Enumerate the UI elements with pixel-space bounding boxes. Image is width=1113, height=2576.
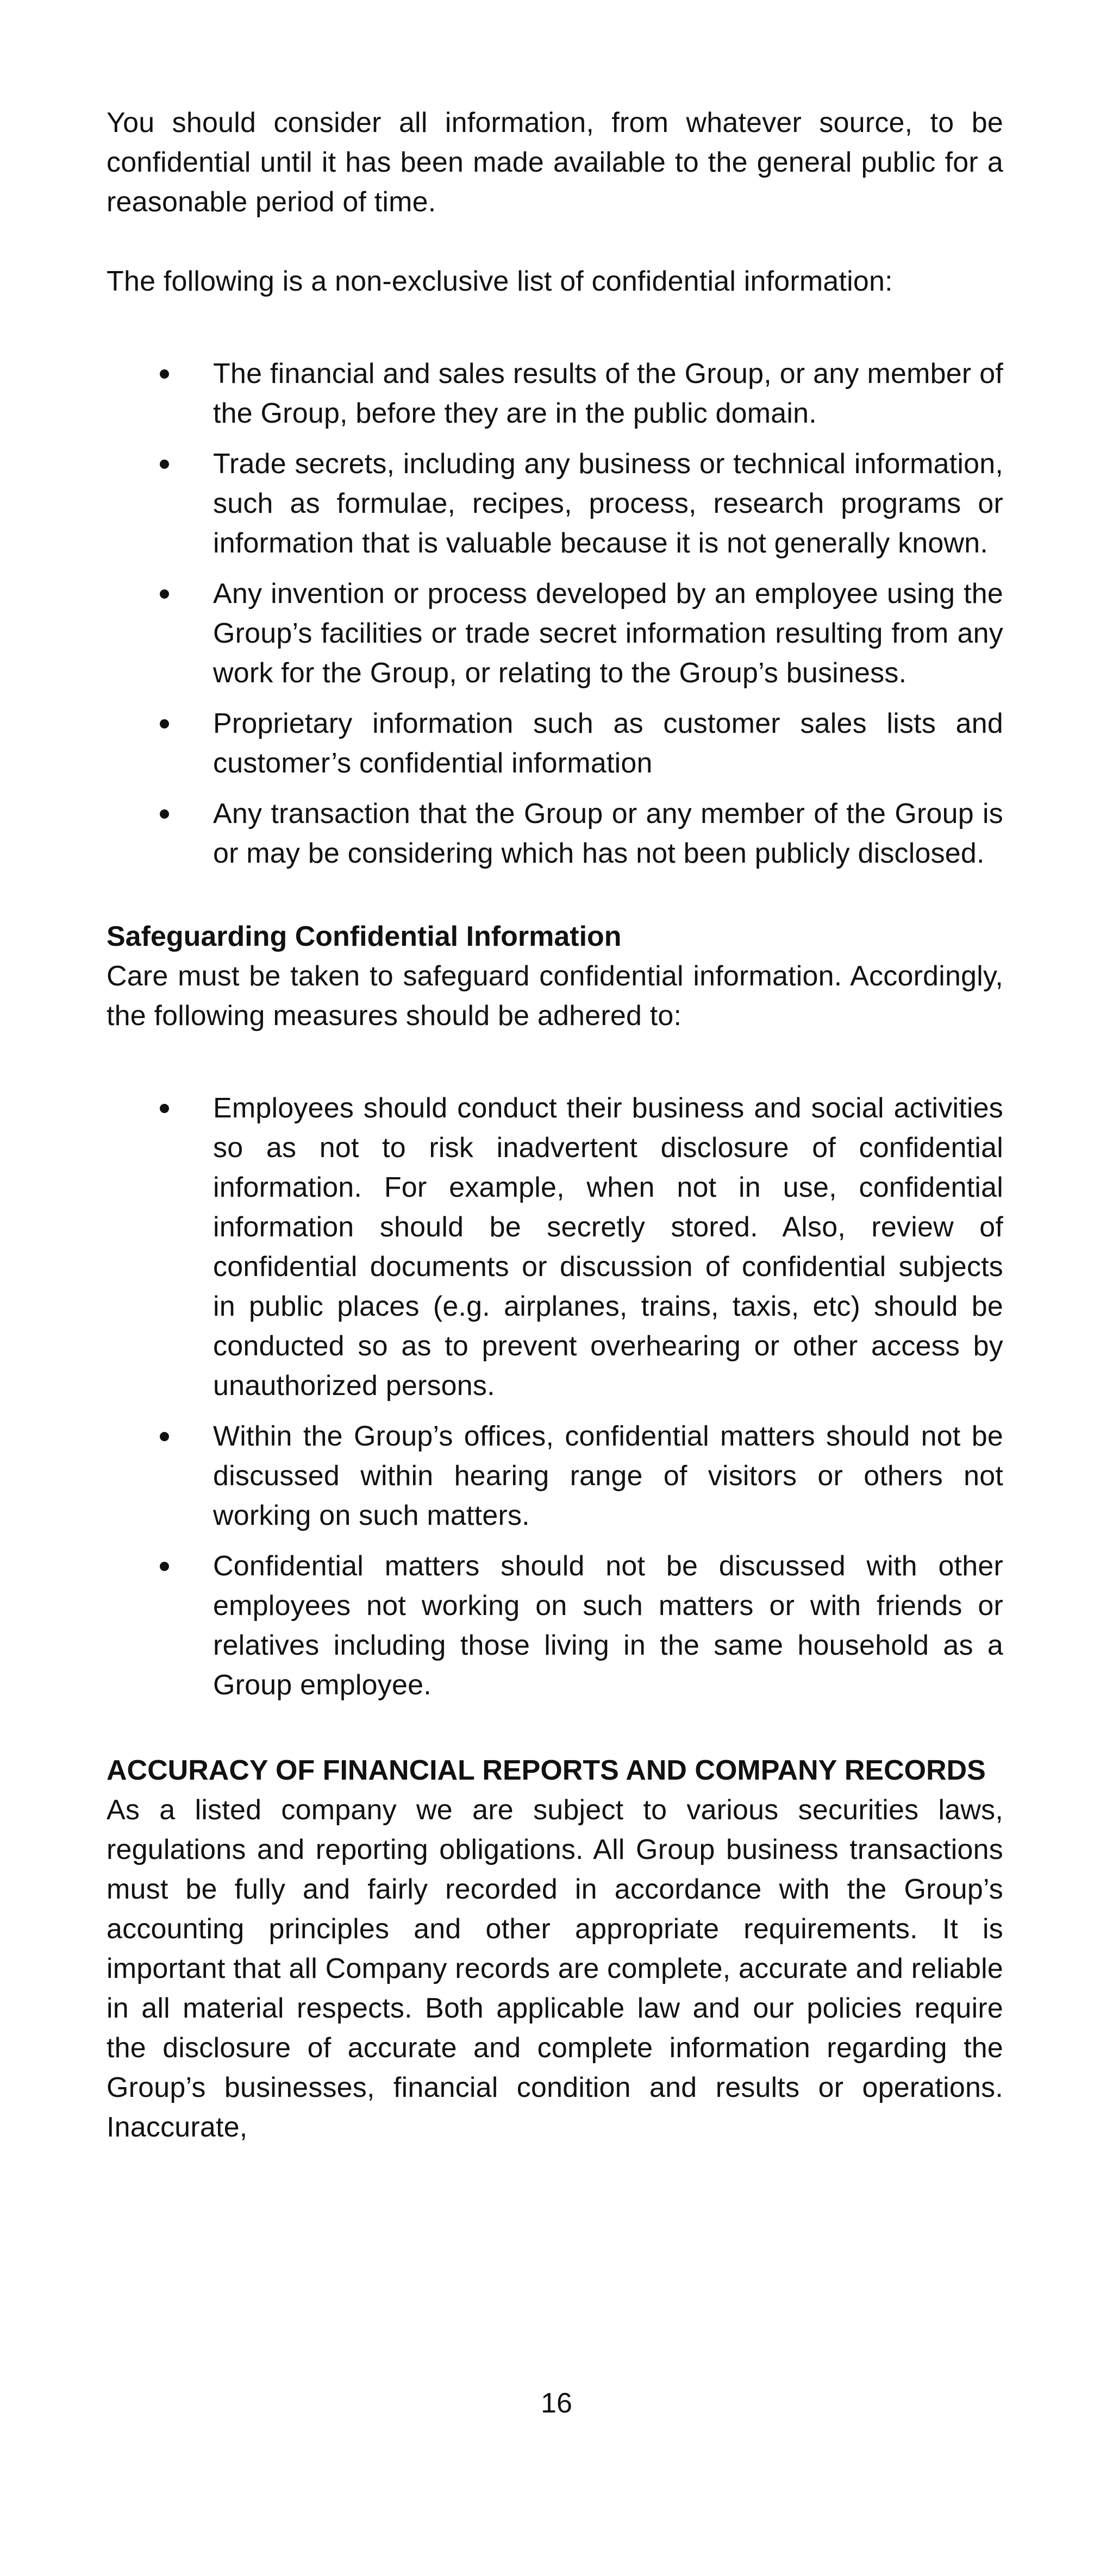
page-number: 16 — [541, 2387, 572, 2419]
bullet-icon — [160, 809, 169, 819]
list-item-text: Proprietary information such as customer sales lists and customer’s confidential information — [213, 708, 1003, 779]
list-item-text: Trade secrets, including any business or technical information, such as formulae, recipes, process, research programs or information that is valuable because it is not generally known. — [213, 448, 1003, 559]
list-item — [107, 354, 1003, 433]
safeguarding-measures-list — [107, 1089, 1003, 1705]
spacer — [107, 301, 1003, 354]
spacer — [107, 884, 1003, 917]
list-item-text: Within the Group’s offices, confidential matters should not be discussed within hearing range of visitors or others not working on such matters. — [213, 1421, 1003, 1531]
list-item — [107, 794, 1003, 874]
accuracy-paragraph: As a listed company we are subject to various securities laws, regulations and reporting obligations. All Group business transactions must be fully and fairly recorded in accordance with the Group’s accounting principles and other appropriate requirements. It is important that all Company records are complete, accurate and reliable in all material respects. Both applicable law and our policies require the disclosure of accurate and complete information regarding the Group’s businesses, financial condition and results or operations. Inaccurate, — [107, 1794, 1003, 2143]
list-item-text: Employees should conduct their business and social activities so as not to risk inadvertent disclosure of confidential information. For example, when not in use, confidential information should be secretly stored. Also, review of confidential documents or discussion of confidential subjects in public places (e.g. airplanes, trains, taxis, etc) should be conducted so as to prevent overhearing or other access by unauthorized persons. — [213, 1092, 1003, 1402]
list-item — [107, 1089, 1003, 1406]
bullet-icon — [160, 1104, 169, 1113]
list-item-text: The financial and sales results of the Group, or any member of the Group, before they are in the public domain. — [213, 358, 1003, 429]
list-item — [107, 1417, 1003, 1536]
confidential-info-list — [107, 354, 1003, 874]
spacer — [107, 222, 1003, 262]
bullet-icon — [160, 1432, 169, 1441]
spacer — [107, 1036, 1003, 1089]
safeguarding-intro-paragraph: Care must be taken to safeguard confidential information. Accordingly, the following measures should be adhered to: — [107, 960, 1003, 1032]
bullet-icon — [160, 1562, 169, 1571]
list-item — [107, 1547, 1003, 1705]
bullet-icon — [160, 589, 169, 599]
intro-paragraph: You should consider all information, from whatever source, to be confidential until it has been made available to the general public for a reasonable period of time. — [107, 107, 1003, 218]
bullet-icon — [160, 369, 169, 379]
spacer — [107, 1716, 1003, 1751]
bullet-icon — [160, 460, 169, 469]
bullet-icon — [160, 719, 169, 728]
list-item-text: Confidential matters should not be discussed with other employees not working on such matters or with friends or relatives including those living in the same household as a Group employee. — [213, 1550, 1003, 1701]
list-item-text: Any transaction that the Group or any member of the Group is or may be considering which has not been publicly disclosed. — [213, 798, 1003, 869]
accuracy-heading: ACCURACY OF FINANCIAL REPORTS AND COMPANY RECORDS — [107, 1755, 986, 1786]
list-intro-paragraph: The following is a non-exclusive list of confidential information: — [107, 266, 893, 297]
list-item-text: Any invention or process developed by an employee using the Group’s facilities or trade secret information resulting from any work for the Group, or relating to the Group’s business. — [213, 578, 1003, 689]
document-body — [107, 103, 1003, 2147]
list-item — [107, 444, 1003, 563]
safeguarding-heading: Safeguarding Confidential Information — [107, 921, 622, 952]
list-item — [107, 704, 1003, 783]
list-item — [107, 574, 1003, 693]
